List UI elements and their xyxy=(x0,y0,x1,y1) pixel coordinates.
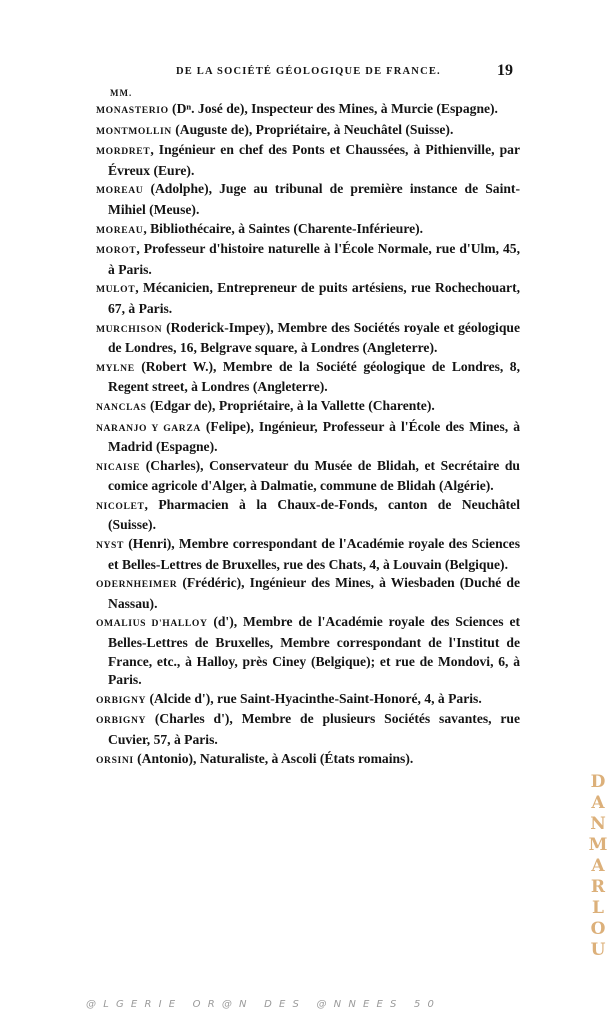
member-details: (Frédéric), Ingénieur des Mines, à Wiesbaden (Duché de Nassau). xyxy=(108,575,520,611)
member-details: (Henri), Membre correspondant de l'Académie royale des Sciences et Belles-Lettres de Bruxelles, rue des Chats, 4, à Louvain (Belgique). xyxy=(108,536,520,572)
member-entry xyxy=(96,100,520,121)
member-entry xyxy=(96,496,520,535)
member-details: (Felipe), Ingénieur, Professeur à l'École des Mines, à Madrid (Espagne). xyxy=(108,418,520,455)
member-details: (Dⁿ. José de), Inspecteur des Mines, à Murcie (Espagne). xyxy=(168,101,498,116)
member-entry xyxy=(96,710,520,749)
member-entry xyxy=(96,750,520,771)
member-details: (Edgar de), Propriétaire, à la Vallette (Charente). xyxy=(146,397,435,413)
member-surname: MOROT xyxy=(96,245,137,257)
member-details: (Charles), Conservateur du Musée de Blidah, et Secrétaire du comice agricole d'Alger, à Dalmatie, commune de Blidah (Algérie). xyxy=(108,457,520,494)
member-entry xyxy=(96,574,520,613)
member-details: , Pharmacien à la Chaux-de-Fonds, canton de Neuchâtel (Suisse). xyxy=(108,496,520,533)
member-surname: ORBIGNY xyxy=(96,715,147,727)
member-entry xyxy=(96,418,520,457)
member-surname: MORDRET xyxy=(96,146,151,158)
member-surname: OMALIUS D'HALLOY xyxy=(96,618,208,630)
footer-watermark: @LGERIE OR@N DES @NNEES 50 xyxy=(86,999,442,1010)
member-details: (Alcide d'), rue Saint-Hyacinthe-Saint-Honoré, 4, à Paris. xyxy=(146,690,482,706)
member-entry xyxy=(96,279,520,318)
member-entry xyxy=(96,240,520,279)
member-entry xyxy=(96,397,520,418)
member-details: (Robert W.), Membre de la Société géologique de Londres, 8, Regent street, à Londres (Angleterre). xyxy=(108,358,520,395)
member-surname: NARANJO Y GARZA xyxy=(96,422,201,434)
member-entry xyxy=(96,121,520,142)
member-surname: ORBIGNY xyxy=(96,694,147,706)
member-details: , Professeur d'histoire naturelle à l'École Normale, rue d'Ulm, 45, à Paris. xyxy=(108,241,520,277)
member-surname: MONTMOLLIN xyxy=(96,125,172,137)
member-entry xyxy=(96,690,520,711)
member-list xyxy=(96,86,520,770)
member-entry xyxy=(96,613,520,689)
member-surname: ORSINI xyxy=(96,754,134,766)
page-number: 19 xyxy=(497,62,513,79)
member-details: , Bibliothécaire, à Saintes (Charente-Inférieure). xyxy=(143,220,424,236)
member-surname: NANCLAS xyxy=(96,401,147,413)
member-details: (Auguste de), Propriétaire, à Neuchâtel (Suisse). xyxy=(171,121,454,137)
member-surname: MULOT xyxy=(96,284,136,296)
member-details: (Roderick-Impey), Membre des Sociétés royale et géologique de Londres, 16, Belgrave square, à Londres (Angleterre). xyxy=(108,319,520,356)
member-details: (Antonio), Naturaliste, à Ascoli (États romains). xyxy=(133,750,414,766)
member-surname: NICOLET xyxy=(96,500,145,512)
member-details: , Mécanicien, Entrepreneur de puits artésiens, rue Rochechouart, 67, à Paris. xyxy=(108,280,520,316)
entry-container xyxy=(96,100,520,770)
member-entry xyxy=(96,141,520,180)
member-details: (Adolphe), Juge au tribunal de première instance de Saint-Mihiel (Meuse). xyxy=(108,181,520,217)
member-surname: NICAISE xyxy=(96,461,141,473)
member-entry xyxy=(96,220,520,241)
member-surname: ODERNHEIMER xyxy=(96,579,178,591)
member-surname: MONASTERIO xyxy=(96,105,169,116)
member-entry xyxy=(96,535,520,574)
list-marker: MM. xyxy=(110,88,133,98)
member-surname: NYST xyxy=(96,540,124,552)
member-details: , Ingénieur en chef des Ponts et Chaussées, à Pithienville, par Évreux (Eure). xyxy=(108,142,520,178)
member-surname: MOREAU xyxy=(96,224,144,236)
member-entry xyxy=(96,180,520,219)
running-head xyxy=(0,62,610,84)
member-entry xyxy=(96,457,520,496)
member-surname: MYLNE xyxy=(96,362,135,374)
side-watermark-letters: D A N M A R L O U xyxy=(588,772,608,960)
running-title: DE LA SOCIÉTÉ GÉOLOGIQUE DE FRANCE. xyxy=(176,66,441,77)
member-entry xyxy=(96,358,520,397)
member-surname: MOREAU xyxy=(96,185,144,197)
member-details: (d'), Membre de l'Académie royale des Sciences et Belles-Lettres de Bruxelles, Membre correspondant de l'Institut de France, etc., à Halloy, près Ciney (Belgique); et rue de Mondovi, 6, à Paris. xyxy=(108,614,521,688)
member-surname: MURCHISON xyxy=(96,323,163,335)
member-details: (Charles d'), Membre de plusieurs Sociétés savantes, rue Cuvier, 57, à Paris. xyxy=(108,711,520,747)
member-entry xyxy=(96,319,520,358)
